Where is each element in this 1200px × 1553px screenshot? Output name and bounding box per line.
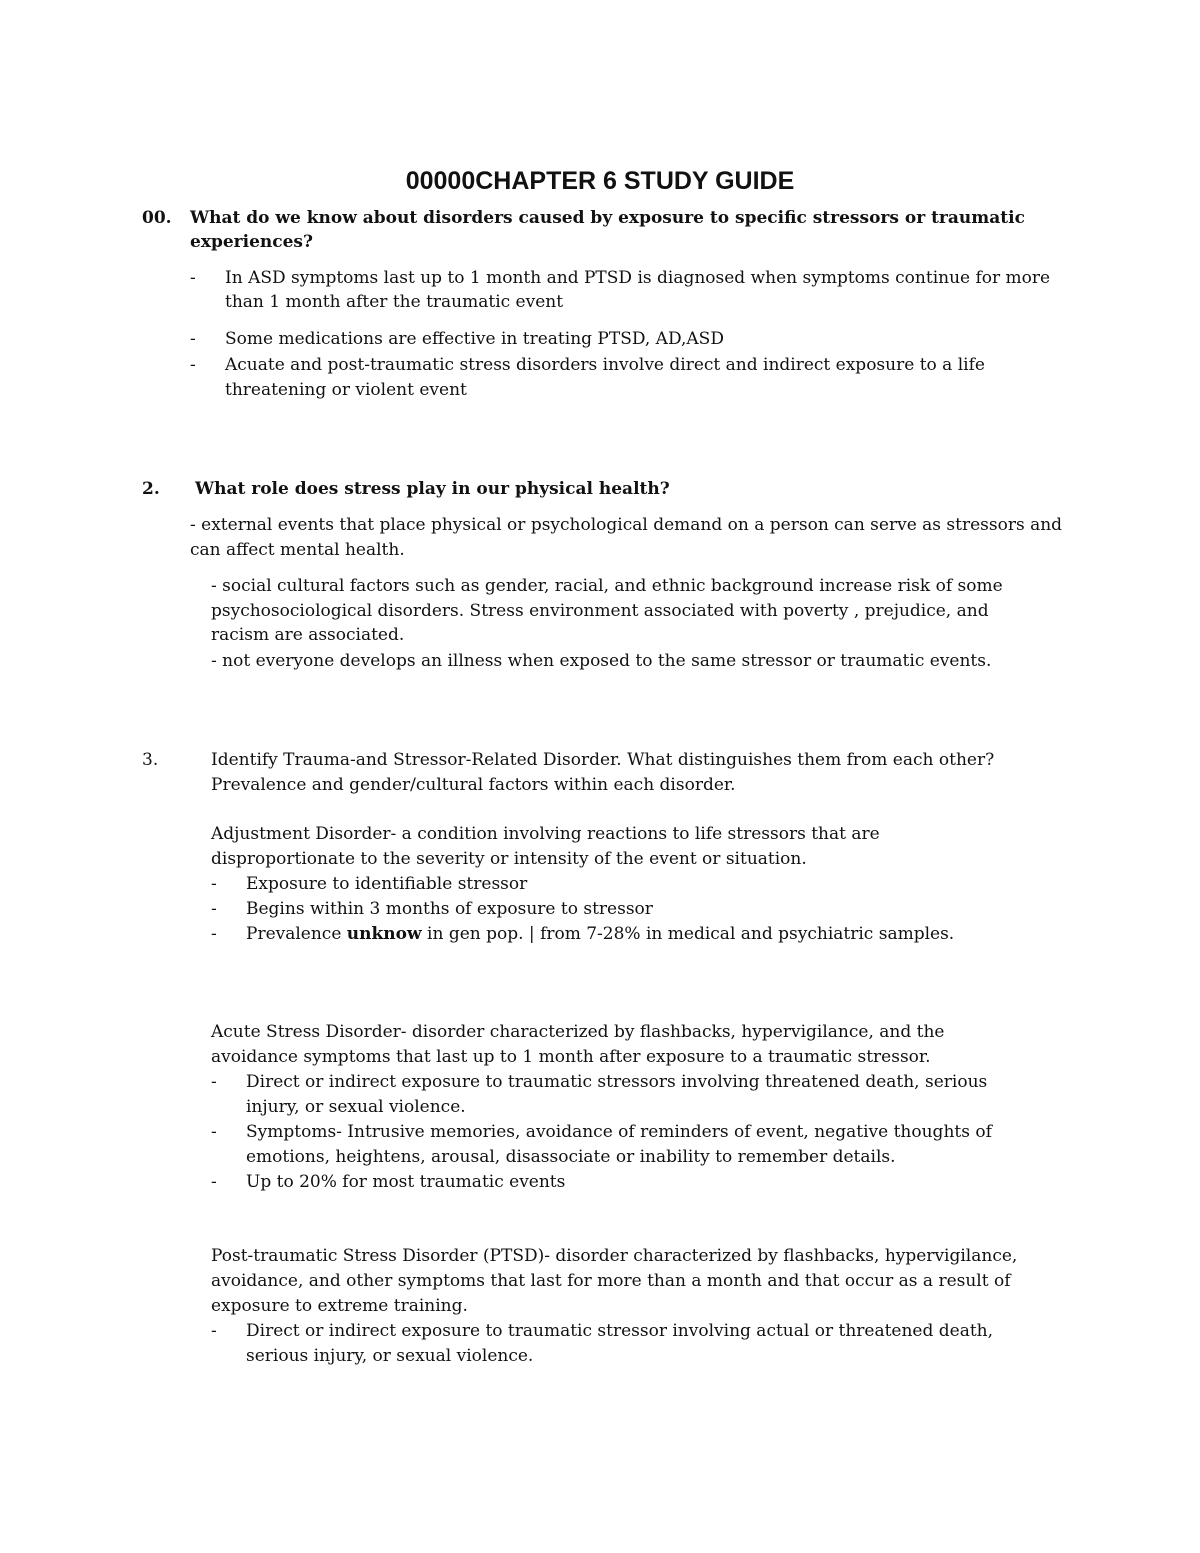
acute-bullet-1-line-1: Direct or indirect exposure to traumatic stressors involving threatened death, serious <box>246 1072 988 1092</box>
acute-definition-line-2: avoidance symptoms that last up to 1 month after exposure to a traumatic stressor. <box>211 1047 931 1067</box>
bullet-dash: - <box>211 1122 217 1142</box>
question-2-heading: What role does stress play in our physical health? <box>195 479 670 499</box>
bullet-dash: - <box>190 355 196 375</box>
question-1-heading-line-1: What do we know about disorders caused by exposure to specific stressors or traumatic <box>190 208 1025 228</box>
acute-definition-line-1: Acute Stress Disorder- disorder characterized by flashbacks, hypervigilance, and the <box>211 1022 945 1042</box>
ptsd-definition-line-3: exposure to extreme training. <box>211 1296 468 1316</box>
q1-bullet-1-line-1: In ASD symptoms last up to 1 month and PTSD is diagnosed when symptoms continue for more <box>225 268 1051 288</box>
q2-paragraph-2-line-2: psychosociological disorders. Stress environment associated with poverty , prejudice, and <box>211 601 989 621</box>
q1-bullet-2: Some medications are effective in treating PTSD, AD,ASD <box>225 329 724 349</box>
adjustment-bullet-3-post: in gen pop. | from 7-28% in medical and psychiatric samples. <box>421 924 955 944</box>
adjustment-bullet-3 <box>246 922 954 946</box>
adjustment-definition-line-2: disproportionate to the severity or intensity of the event or situation. <box>211 849 807 869</box>
ptsd-bullet-1-line-2: serious injury, or sexual violence. <box>246 1346 534 1366</box>
acute-bullet-2-line-2: emotions, heightens, arousal, disassociate or inability to remember details. <box>246 1147 896 1167</box>
question-1-heading-line-2: experiences? <box>190 232 313 252</box>
bullet-dash: - <box>190 268 196 288</box>
adjustment-definition-line-1: Adjustment Disorder- a condition involving reactions to life stressors that are <box>211 824 880 844</box>
question-1-number: 00. <box>142 208 172 228</box>
adjustment-bullet-3-pre: Prevalence <box>246 924 347 944</box>
q1-bullet-3-line-1: Acuate and post-traumatic stress disorders involve direct and indirect exposure to a life <box>225 355 985 375</box>
bullet-dash: - <box>211 1172 217 1192</box>
ptsd-definition-line-2: avoidance, and other symptoms that last for more than a month and that occur as a result of <box>211 1271 1011 1291</box>
adjustment-bullet-1: Exposure to identifiable stressor <box>246 874 528 894</box>
adjustment-bullet-3-bold: unknow <box>346 924 422 944</box>
acute-bullet-2-line-1: Symptoms- Intrusive memories, avoidance of reminders of event, negative thoughts of <box>246 1122 992 1142</box>
acute-bullet-1-line-2: injury, or sexual violence. <box>246 1097 466 1117</box>
bullet-dash: - <box>211 1072 217 1092</box>
bullet-dash: - <box>211 1321 217 1341</box>
bullet-dash: - <box>211 924 217 944</box>
adjustment-bullet-2: Begins within 3 months of exposure to stressor <box>246 899 653 919</box>
bullet-dash: - <box>211 874 217 894</box>
q1-bullet-1-line-2: than 1 month after the traumatic event <box>225 292 564 312</box>
ptsd-bullet-1-line-1: Direct or indirect exposure to traumatic stressor involving actual or threatened death, <box>246 1321 994 1341</box>
bullet-dash: - <box>190 329 196 349</box>
q2-paragraph-1-line-1: - external events that place physical or psychological demand on a person can serve as stressors and <box>190 515 1063 535</box>
bullet-dash: - <box>211 899 217 919</box>
page-title: 00000CHAPTER 6 STUDY GUIDE <box>405 167 795 195</box>
question-2-number: 2. <box>142 479 160 499</box>
question-3-number: 3. <box>142 750 159 770</box>
ptsd-definition-line-1: Post-traumatic Stress Disorder (PTSD)- disorder characterized by flashbacks, hypervigilance, <box>211 1246 1018 1266</box>
q2-paragraph-1-line-2: can affect mental health. <box>190 540 405 560</box>
q2-paragraph-3: - not everyone develops an illness when exposed to the same stressor or traumatic events. <box>211 651 992 671</box>
q1-bullet-3-line-2: threatening or violent event <box>225 380 467 400</box>
acute-bullet-3: Up to 20% for most traumatic events <box>246 1172 566 1192</box>
q2-paragraph-2-line-1: - social cultural factors such as gender, racial, and ethnic background increase risk of some <box>211 576 1003 596</box>
question-3-heading-line-2: Prevalence and gender/cultural factors within each disorder. <box>211 775 736 795</box>
question-3-heading-line-1: Identify Trauma-and Stressor-Related Disorder. What distinguishes them from each other? <box>211 750 995 770</box>
q2-paragraph-2-line-3: racism are associated. <box>211 625 405 645</box>
